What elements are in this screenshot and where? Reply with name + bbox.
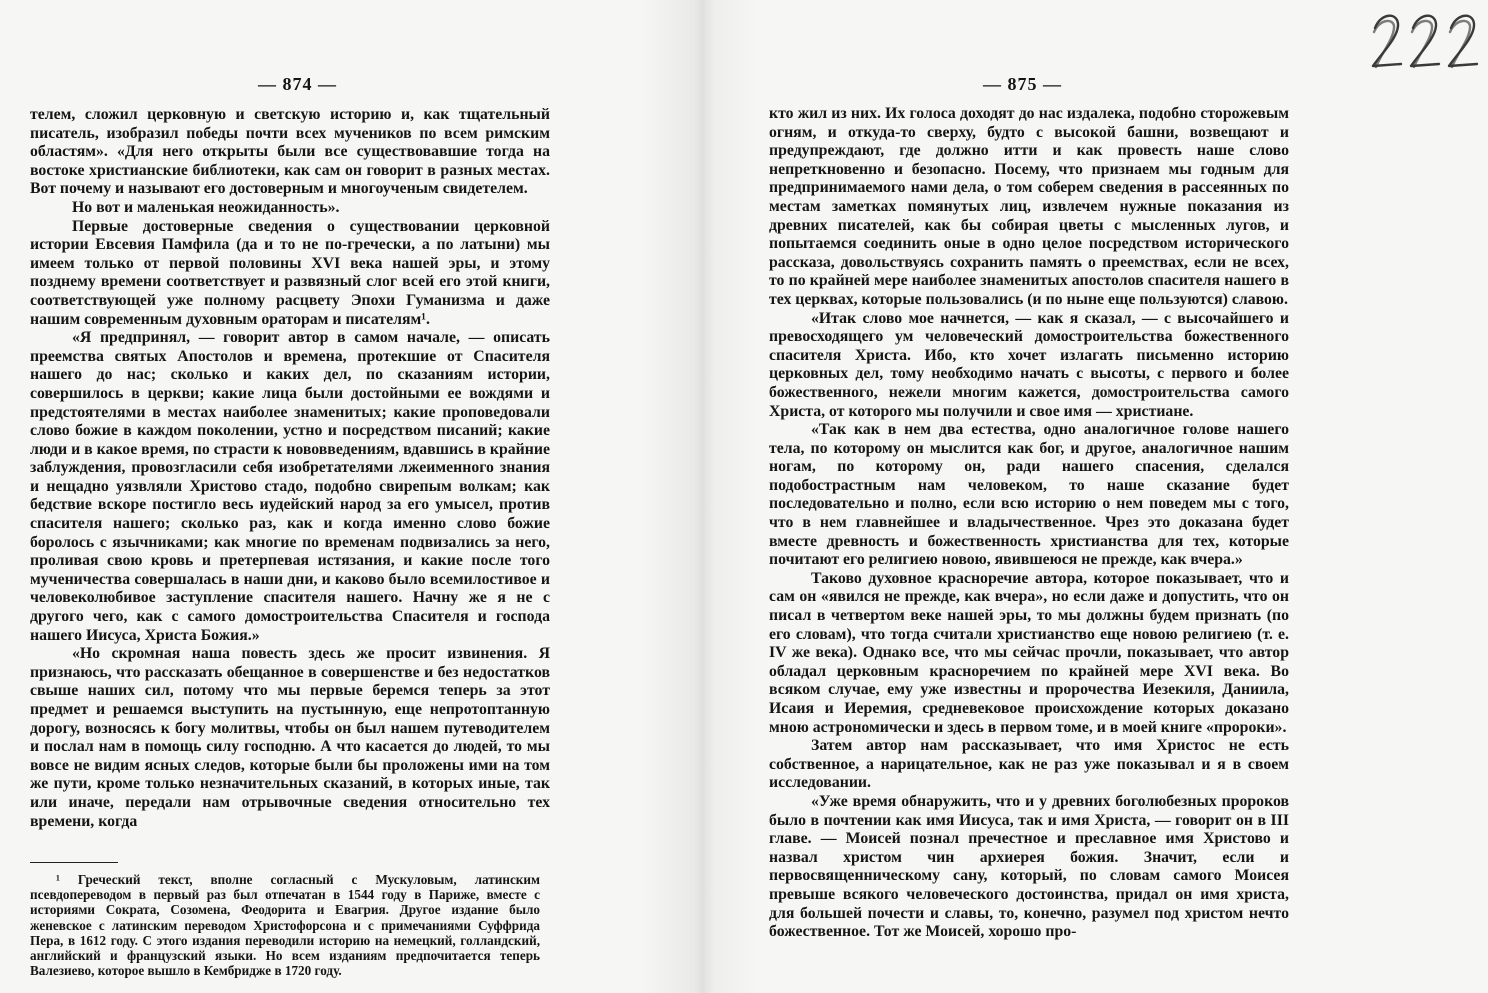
left-paragraph-3: Первые достоверные сведения о существовании церковной истории Евсевия Памфила (да и то не по-гречески, а по латыни) мы имеем только от первой половины XVI века нашей эры, и этому позднему времени соответствует и развязный слог всей его этой книги, соответствующей уже полному расцвету Эпохи Гуманизма и даже нашим современным духовным ораторам и писателям¹. — [30, 217, 550, 328]
footnote-divider — [30, 862, 118, 863]
right-page-number: — 875 — — [983, 74, 1062, 94]
handwritten-page-note — [1365, 6, 1483, 82]
handwritten-number-drawing — [1365, 6, 1483, 82]
right-paragraph-1: кто жил из них. Их голоса доходят до нас издалека, подобно сторожевым огням, и откуда-то сверху, будто с высокой башни, возвещают и предупреждают, где должно итти и как провесть наше слово непреткновенно и безопасно. Посему, что признаем мы годным для предпринимаемого нами дела, о том соберем сведения в рассеянных по местам заметках помянутых лиц, извлечем нужные показания из древних писателей, как бы собирая цветы с мысленных лугов, и попытаемся соединить оные в одно целое посредством исторического рассказа, довольствуясь сохранить память о преемствах, если не всех, то по крайней мере наиболее знаменитых апостолов спасителя нашего в тех церквах, которые пользовались (и по ныне еще пользуются) славою. — [769, 105, 1289, 308]
right-page-body — [769, 105, 1289, 942]
right-page — [700, 0, 1488, 993]
left-paragraph-1: телем, сложил церковную и светскую историю и, как тщательный писатель, изобразил победы почти всех мучеников по всем римским областям». «Для него открыты были все существовавшие тогда на востоке христианские библиотеки, как сам он говорит в разных местах. Вот почему и называют его достоверным и многоученым свидетелем. — [30, 106, 550, 198]
right-paragraph-2: «Итак слово мое начнется, — как я сказал, — с высочайшего и превосходящего ум человеческий домостроительства божественного спасителя Христа. Ибо, кто хочет излагать письменно историю церковных дел, тому необходимо начать с высоты, с первого и более божественного, нежели многим кажется, домостроительства самого Христа, от которого мы получили и свое имя — христиане. — [769, 309, 1289, 420]
right-paragraph-4: Таково духовное красноречие автора, которое показывает, что и сам он «явился не прежде, как вчера», но если даже и допустить, что он писал в четвертом веке нашей эры, то мы должны будем признать (по его словам), что тогда считали христианство еще новою религиею (т. е. IV же века). Однако все, что мы сейчас прочли, показывает, что автор обладал церковным красноречием по крайней мере XVI века. Во всяком случае, ему уже известны и пророчества Иезекиля, Даниила, Исаия и Иеремия, средневековое происхождение которых доказано мною астрономически и здесь в первом томе, и в моей книге «пророки». — [769, 569, 1289, 736]
right-paragraph-6: «Уже время обнаружить, что и у древних боголюбезных пророков было в почтении как имя Иисуса, так и имя Христа, — говорит он в III главе. — Моисей познал пречестное и преславное имя Христово и назвал христом чин архиерея божия. Значит, если и первосвященническому сану, который, по словам самого Моисея превыше всякого человеческого достоинства, придал он имя христа, для большей почести и славы, то, конечно, разумел под христом нечто божественное. Тот же Моисей, хорошо про- — [769, 792, 1289, 941]
left-paragraph-4: «Я предпринял, — говорит автор в самом начале, — описать преемства святых Апостолов и времена, протекшие от Спасителя нашего до нас; сколько и каких дел, по сказаниям истории, совершилось в церкви; какие лица были достойными ее вождями и предстоятелями в местах наиболее знаменитых; какие проповедовали слово божие в каждом поколении, устно и посредством писаний; какие люди и в какое время, по страсти к нововведениям, вдавшись в крайние заблуждения, провозгласили себя изобретателями лжеименного знания и нещадно уязвляли Христово стадо, подобно свирепым волкам; как бедствие вскоре постигло весь иудейский народ за его умысел, против спасителя нашего; сколько раз, как и когда именно слово божие боролось с язычниками; как многие по временам подвизались за него, проливая свою кровь и претерпевая истязания, и какие после того мученичества совершалась в наши дни, и каково было всемилостивое и человеколюбивое заступление спасителя нашего. Начну же я не с другого чего, как с самого домостроительства Спасителя и господа нашего Иисуса, Христа Божия.» — [30, 329, 550, 644]
left-page-body — [30, 106, 550, 831]
left-paragraph-5: «Но скромная наша повесть здесь же просит извинения. Я признаюсь, что рассказать обещанное в совершенстве и без недостатков свыше наших сил, потому что мы первые беремся теперь за этот предмет и решаемся выступить на пустынную, еще непротоптанную дорогу, возносясь к богу молитвы, чтобы он был нашем путеводителем и послал нам в помощь силу господню. А что касается до людей, то мы вовсе не видим ясных следов, которые были бы проложены ими на том же пути, кроме только незначительных сказаний, в которых иные, так или иначе, передали нам отрывочные сведения относительно тех времени, когда — [30, 645, 550, 830]
right-paragraph-5: Затем автор нам рассказывает, что имя Христос не есть собственное, а нарицательное, как не раз уже показывал и я в своем исследовании. — [769, 737, 1289, 792]
right-paragraph-3: «Так как в нем два естества, одно аналогичное голове нашего тела, по которому он мыслится как бог, и другое, аналогичное нашим ногам, по которому он, ради нашего спасения, сделался подобострастным нам человеком, то наше сказание будет последовательно и полно, если всю историю о нем поведем мы с того, что в нем главнейшее и владычественное. Чрез это доказана будет вместе древность и божественность христианства для тех, которые почитают его религиею новою, явившеюся не прежде, как вчера.» — [769, 421, 1289, 569]
left-page — [0, 0, 700, 993]
left-footnote: ¹ Греческий текст, вполне согласный с Мускуловым, латинским псевдопереводом в первый раз был отпечатан в 1544 году в Париже, вместе с историями Сократа, Созомена, Феодорита и Евагрия. Другое издание было женевское с латинским переводом Христофорсона и с примечаниями Суффрида Пера, в 1612 году. С этого издания переводили историю на немецкий, голландский, английский и французский языки. Но всем изданиям предпочитается теперь Валезиево, которое вышло в Кембридже в 1720 году. — [30, 872, 540, 979]
left-paragraph-2: Но вот и маленькая неожиданность». — [72, 198, 340, 216]
left-page-number: — 874 — — [258, 74, 337, 94]
